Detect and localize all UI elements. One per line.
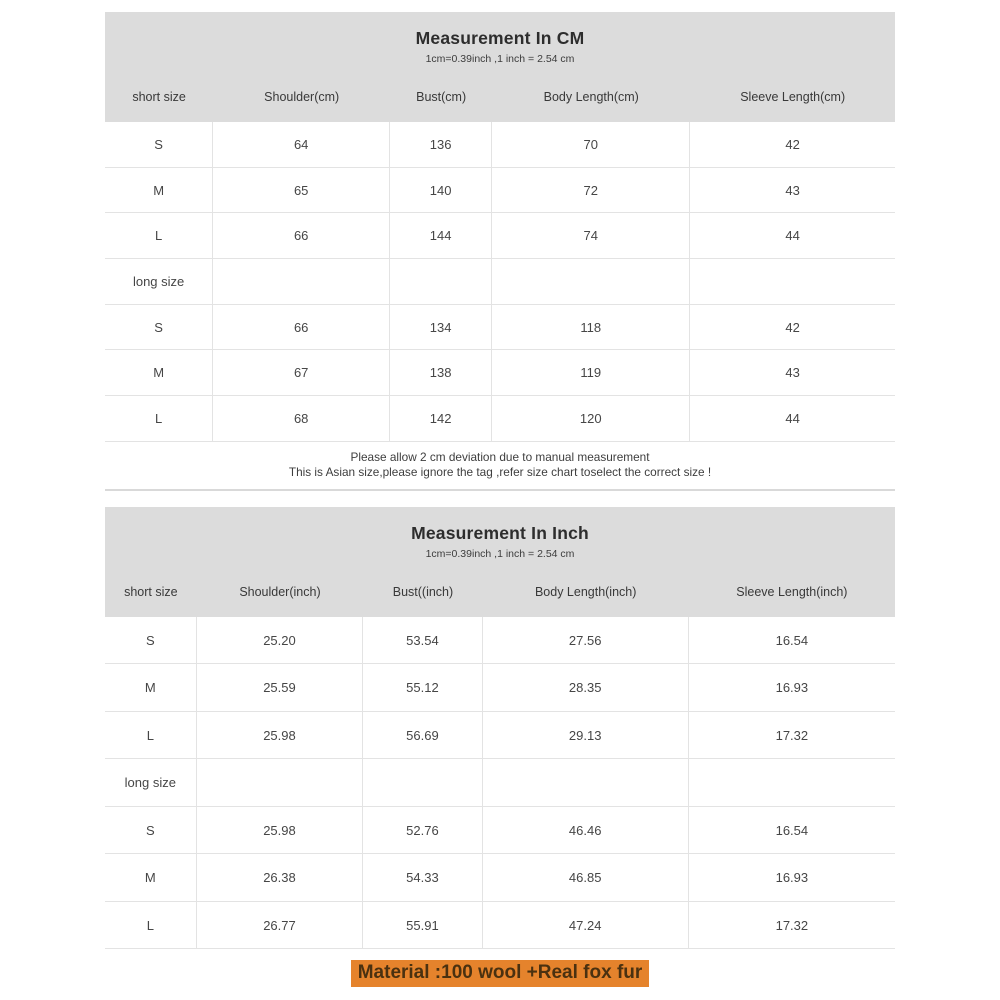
value-cell: 26.77 (197, 902, 364, 949)
value-cell: 46.85 (483, 854, 689, 901)
table-row (105, 712, 895, 760)
table-subtitle: 1cm=0.39inch ,1 inch = 2.54 cm (425, 547, 575, 560)
value-cell: 43 (785, 365, 800, 381)
note-line: This is Asian size,please ignore the tag ,refer size chart toselect the correct size ! (288, 465, 712, 480)
size-cell: L (105, 902, 197, 949)
size-cell: long size (105, 259, 213, 304)
table-row (105, 854, 895, 902)
value-cell: 119 (492, 350, 690, 395)
table-row (105, 122, 895, 168)
column-headers-row (105, 585, 895, 599)
value-cell (213, 259, 390, 304)
column-header: Shoulder(cm) (264, 90, 340, 104)
value-cell: 68 (213, 396, 390, 441)
table-row (105, 396, 895, 442)
value-cell: 140 (390, 168, 492, 213)
value-cell: 16.54 (775, 822, 809, 838)
table-row (105, 902, 895, 950)
value-cell: 53.54 (363, 617, 482, 664)
size-cell: long size (105, 759, 197, 806)
value-cell: 44 (785, 228, 800, 244)
value-cell (689, 759, 895, 806)
size-cell: L (105, 712, 197, 759)
column-header: short size (124, 584, 178, 599)
table-row (105, 759, 895, 807)
value-cell: 144 (390, 213, 492, 258)
value-cell: 25.59 (197, 664, 364, 711)
value-cell: 134 (390, 305, 492, 350)
value-cell: 136 (390, 122, 492, 167)
column-header: Sleeve Length(inch) (736, 584, 848, 599)
value-cell: 26.38 (197, 854, 364, 901)
value-cell (363, 759, 482, 806)
size-chart-sheet (105, 0, 895, 987)
value-cell: 74 (492, 213, 690, 258)
value-cell: 56.69 (363, 712, 482, 759)
size-cell: S (105, 122, 213, 167)
value-cell: 66 (213, 213, 390, 258)
value-cell: 27.56 (483, 617, 689, 664)
measurement-cm-table (105, 12, 895, 481)
value-cell: 46.46 (483, 807, 689, 854)
value-cell: 25.98 (197, 807, 364, 854)
value-cell: 42 (785, 319, 800, 335)
size-cell: M (105, 854, 197, 901)
value-cell: 47.24 (483, 902, 689, 949)
value-cell: 55.12 (363, 664, 482, 711)
value-cell (690, 259, 895, 304)
value-cell: 118 (492, 305, 690, 350)
value-cell: 70 (492, 122, 690, 167)
value-cell: 43 (785, 182, 800, 198)
column-header: Bust((inch) (392, 584, 454, 599)
table-row (105, 168, 895, 214)
column-header: Shoulder(inch) (239, 584, 321, 599)
value-cell: 52.76 (363, 807, 482, 854)
value-cell: 67 (213, 350, 390, 395)
inch-table-header (105, 507, 895, 617)
size-cell: M (105, 664, 197, 711)
value-cell: 64 (213, 122, 390, 167)
table-row (105, 617, 895, 665)
value-cell (483, 759, 689, 806)
size-cell: S (105, 617, 197, 664)
size-cell: M (105, 350, 213, 395)
size-cell: M (105, 168, 213, 213)
measurement-notes (105, 450, 895, 481)
value-cell: 16.93 (775, 870, 809, 886)
value-cell: 44 (785, 410, 800, 426)
value-cell: 120 (492, 396, 690, 441)
value-cell: 16.54 (775, 632, 809, 648)
table-title: Measurement In Inch (411, 522, 589, 543)
table-subtitle: 1cm=0.39inch ,1 inch = 2.54 cm (425, 53, 575, 65)
value-cell: 55.91 (363, 902, 482, 949)
section-divider (105, 489, 895, 491)
table-row (105, 213, 895, 259)
value-cell: 142 (390, 396, 492, 441)
value-cell: 17.32 (775, 917, 809, 933)
value-cell: 25.98 (197, 712, 364, 759)
table-body (105, 122, 895, 442)
table-row (105, 807, 895, 855)
value-cell: 29.13 (483, 712, 689, 759)
value-cell: 42 (785, 136, 800, 152)
table-row (105, 305, 895, 351)
value-cell (197, 759, 364, 806)
footer (105, 960, 895, 987)
table-title: Measurement In CM (415, 28, 585, 48)
table-row (105, 664, 895, 712)
table-body (105, 617, 895, 950)
table-row (105, 259, 895, 305)
size-cell: L (105, 213, 213, 258)
value-cell: 28.35 (483, 664, 689, 711)
column-headers-row (105, 90, 895, 104)
column-header: Bust(cm) (416, 90, 467, 104)
value-cell: 65 (213, 168, 390, 213)
value-cell: 66 (213, 305, 390, 350)
column-header: short size (132, 90, 186, 104)
value-cell: 16.93 (775, 680, 809, 696)
size-cell: S (105, 807, 197, 854)
column-header: Body Length(cm) (543, 90, 639, 104)
value-cell (492, 259, 690, 304)
size-cell: S (105, 305, 213, 350)
value-cell (390, 259, 492, 304)
value-cell: 25.20 (197, 617, 364, 664)
table-row (105, 350, 895, 396)
cm-table-header (105, 12, 895, 122)
measurement-inch-table (105, 507, 895, 950)
column-header: Body Length(inch) (534, 584, 637, 599)
value-cell: 138 (390, 350, 492, 395)
note-line: Please allow 2 cm deviation due to manual measurement (350, 449, 650, 464)
value-cell: 17.32 (775, 727, 809, 743)
value-cell: 54.33 (363, 854, 482, 901)
material-highlight: Material :100 wool +Real fox fur (351, 960, 650, 987)
value-cell: 72 (492, 168, 690, 213)
size-cell: L (105, 396, 213, 441)
column-header: Sleeve Length(cm) (740, 90, 846, 104)
